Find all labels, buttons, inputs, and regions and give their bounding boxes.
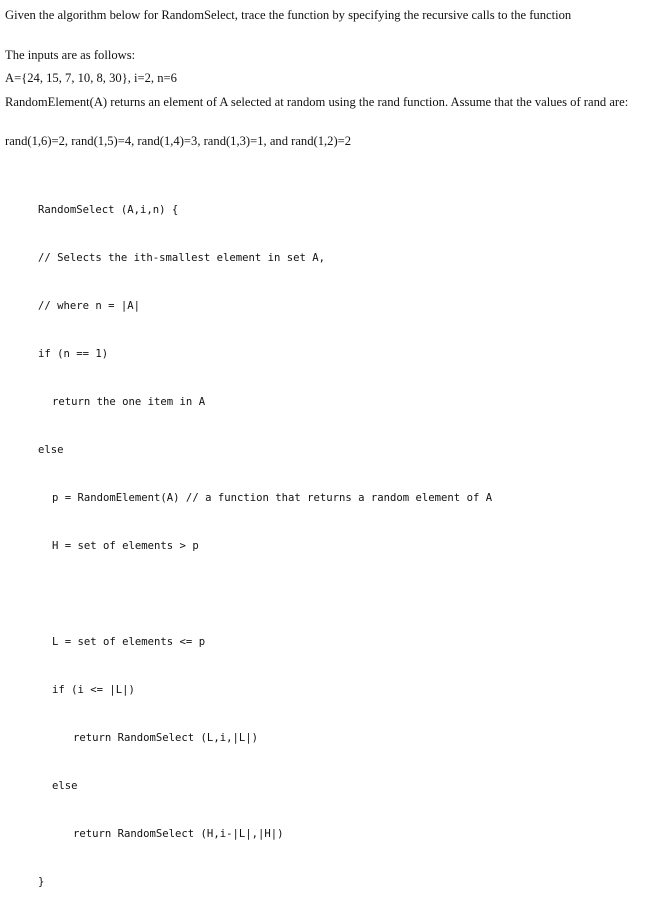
code-line: if (n == 1) [38, 348, 109, 360]
inputs-heading: The inputs are as follows: [5, 48, 136, 62]
rand-values: rand(1,6)=2, rand(1,5)=4, rand(1,4)=3, rand(1,3)=1, and rand(1,2)=2 [5, 134, 352, 148]
code-line: L = set of elements <= p [52, 636, 206, 648]
question-prompt: Given the algorithm below for RandomSelect, trace the function by specifying the recursive calls to the function [5, 8, 572, 22]
code-line: return RandomSelect (L,i,|L|) [73, 732, 258, 744]
code-line: return RandomSelect (H,i-|L|,|H|) [73, 828, 284, 840]
code-comment: // Selects the ith-smallest element in set A, [38, 252, 326, 264]
pseudocode-block [38, 170, 492, 906]
code-line: } [38, 876, 45, 888]
random-element-description: RandomElement(A) returns an element of A selected at random using the rand function. Assume that the values of rand are: [5, 95, 629, 109]
code-blank-line [38, 586, 492, 602]
inputs-values: A={24, 15, 7, 10, 8, 30}, i=2, n=6 [5, 71, 177, 85]
code-line: else [52, 780, 78, 792]
code-line: if (i <= |L|) [52, 684, 135, 696]
code-line: p = RandomElement(A) // a function that returns a random element of A [52, 492, 493, 504]
code-line: RandomSelect (A,i,n) { [38, 204, 179, 216]
code-comment: // where n = |A| [38, 300, 141, 312]
code-line: else [38, 444, 64, 456]
code-line: H = set of elements > p [52, 540, 199, 552]
code-line: return the one item in A [52, 396, 206, 408]
